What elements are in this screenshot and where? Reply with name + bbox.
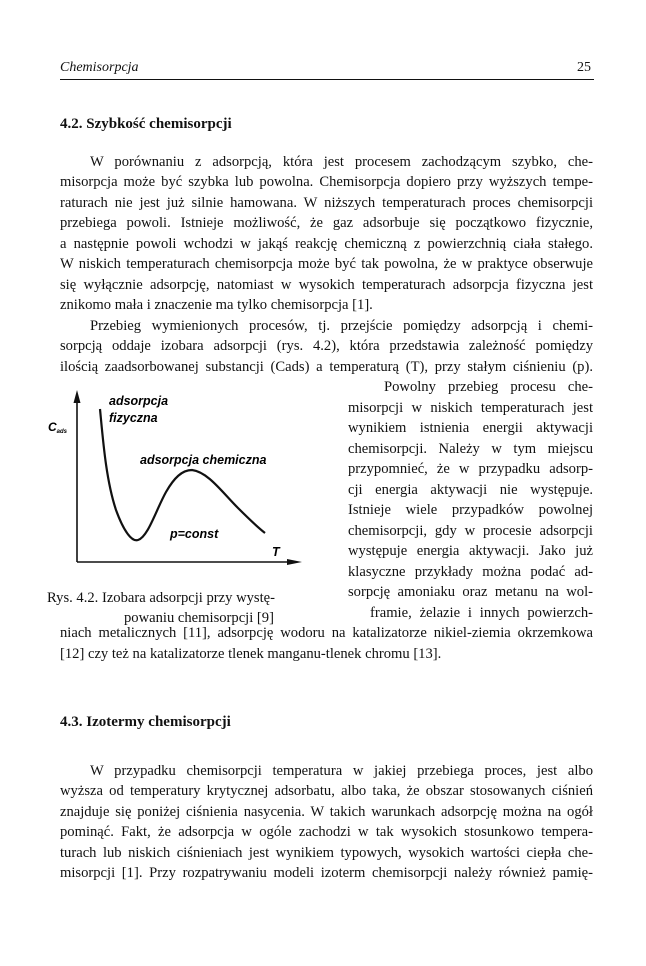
side-text-line: cji energia aktywacji nie występuje. bbox=[348, 482, 593, 498]
paragraph-line: Przebieg wymienionych procesów, tj. przejście pomiędzy adsorpcją i chemi- bbox=[90, 318, 593, 334]
side-text-line: klasyczne przykłady można podać ad- bbox=[348, 564, 593, 580]
paragraph-line: W porównaniu z adsorpcją, która jest procesem zachodzącym szybko, che- bbox=[90, 154, 593, 170]
paragraph-line: niach metalicznych [11], adsorpcję wodoru na katalizatorze nikiel-ziemia okrzemkowa bbox=[60, 625, 593, 641]
side-text-line: chemisorpcji, gdy w procesie adsorpcji bbox=[348, 523, 593, 539]
paragraph-line: a następnie powoli wchodzi w jakąś reakcję chemiczną z powierzchnią ciała stałego. bbox=[60, 236, 593, 252]
side-text-line: framie, żelazie i innych powierzch- bbox=[370, 605, 593, 621]
isobar-curve bbox=[100, 409, 265, 540]
paragraph-line: turach lub niskich ciśnieniach jest wynikiem typowych, wysokich wartości ciepła che- bbox=[60, 845, 593, 861]
paragraph-line: W niskich temperaturach chemisorpcja może być tak powolna, że w praktyce obserwuje bbox=[60, 256, 593, 272]
x-axis-label: T bbox=[272, 545, 280, 559]
side-text-line: wynikiem istnienia energii aktywacji bbox=[348, 420, 593, 436]
figure-caption: Rys. 4.2. Izobara adsorpcji przy wystę- bbox=[47, 590, 275, 606]
page-number: 25 bbox=[577, 60, 591, 75]
x-axis-arrow-icon bbox=[287, 559, 302, 565]
paragraph-line: pominąć. Fakt, że adsorpcja w ogóle zachodzi w tak wysokich stosunkowo tempera- bbox=[60, 824, 593, 840]
paragraph-line: znajduje się poniżej ciśnienia nasycenia. W takich warunkach adsorpcję można na ogół bbox=[60, 804, 593, 820]
side-text-line: przypomnieć, że w przypadku adsorp- bbox=[348, 461, 593, 477]
side-text-line: sorpcję amoniaku oraz metanu na wol- bbox=[348, 584, 593, 600]
y-axis-label: Cads bbox=[48, 420, 68, 435]
y-axis-arrow-icon bbox=[74, 390, 81, 403]
side-text-line: Powolny przebieg procesu che- bbox=[384, 379, 593, 395]
paragraph-line: misorpcja może być szybka lub powolna. Chemisorpcja dopiero przy wyższych tempe- bbox=[60, 174, 593, 190]
paragraph-line: raturach nie jest już silnie hamowana. W niższych temperaturach proces chemisorpcji bbox=[60, 195, 593, 211]
paragraph-line: misorpcji [1]. Przy rozpatrywaniu modeli izoterm chemisorpcji należy również pamię- bbox=[60, 865, 593, 881]
paragraph-line: wyższa od temperatury krytycznej adsorbatu, albo taka, że obszar stosowanych ciśnień bbox=[60, 783, 593, 799]
paragraph-line: sorpcją oddaje izobara adsorpcji (rys. 4.2), która przedstawia zależność pomiędzy bbox=[60, 338, 593, 354]
paragraph-line: W przypadku chemisorpcji temperatura w jakiej przebiega proces, jest albo bbox=[90, 763, 593, 779]
paragraph-line: przebiega powoli. Istnieje możliwość, że gaz adsorbuje się początkowo fizycznie, bbox=[60, 215, 593, 231]
running-title: Chemisorpcja bbox=[60, 60, 139, 75]
side-text-line: misorpcji w niskich temperaturach jest bbox=[348, 400, 593, 416]
paragraph-line: [12] czy też na katalizatorze tlenek manganu-tlenek chromu [13]. bbox=[60, 646, 442, 662]
label-physical-adsorption: fizyczna bbox=[109, 411, 158, 425]
label-physical-adsorption: adsorpcja bbox=[109, 394, 169, 408]
label-constant-pressure: p=const bbox=[170, 527, 219, 541]
figure-caption: powaniu chemisorpcji [9] bbox=[124, 610, 274, 626]
side-text-line: występuje energia aktywacji. Jako już bbox=[348, 543, 593, 559]
paragraph-line: się wyłącznie adsorpcję, natomiast w wysokich temperaturach adsorpcja fizyczna jest bbox=[60, 277, 593, 293]
section-heading-4-3: 4.3. Izotermy chemisorpcji bbox=[60, 714, 231, 730]
side-text-line: chemisorpcji. Należy w tym miejscu bbox=[348, 441, 593, 457]
side-text-line: Istnieje wiele przypadków powolnej bbox=[348, 502, 593, 518]
section-heading-4-2: 4.2. Szybkość chemisorpcji bbox=[60, 116, 232, 132]
paragraph-line: znikomo mała i znaczenie ma tylko chemisorpcja [1]. bbox=[60, 297, 373, 313]
label-chemical-adsorption: adsorpcja chemiczna bbox=[140, 453, 267, 467]
paragraph-line: ilością zaadsorbowanej substancji (Cads) a temperaturą (T), przy stałym ciśnieniu (p). bbox=[60, 359, 593, 375]
